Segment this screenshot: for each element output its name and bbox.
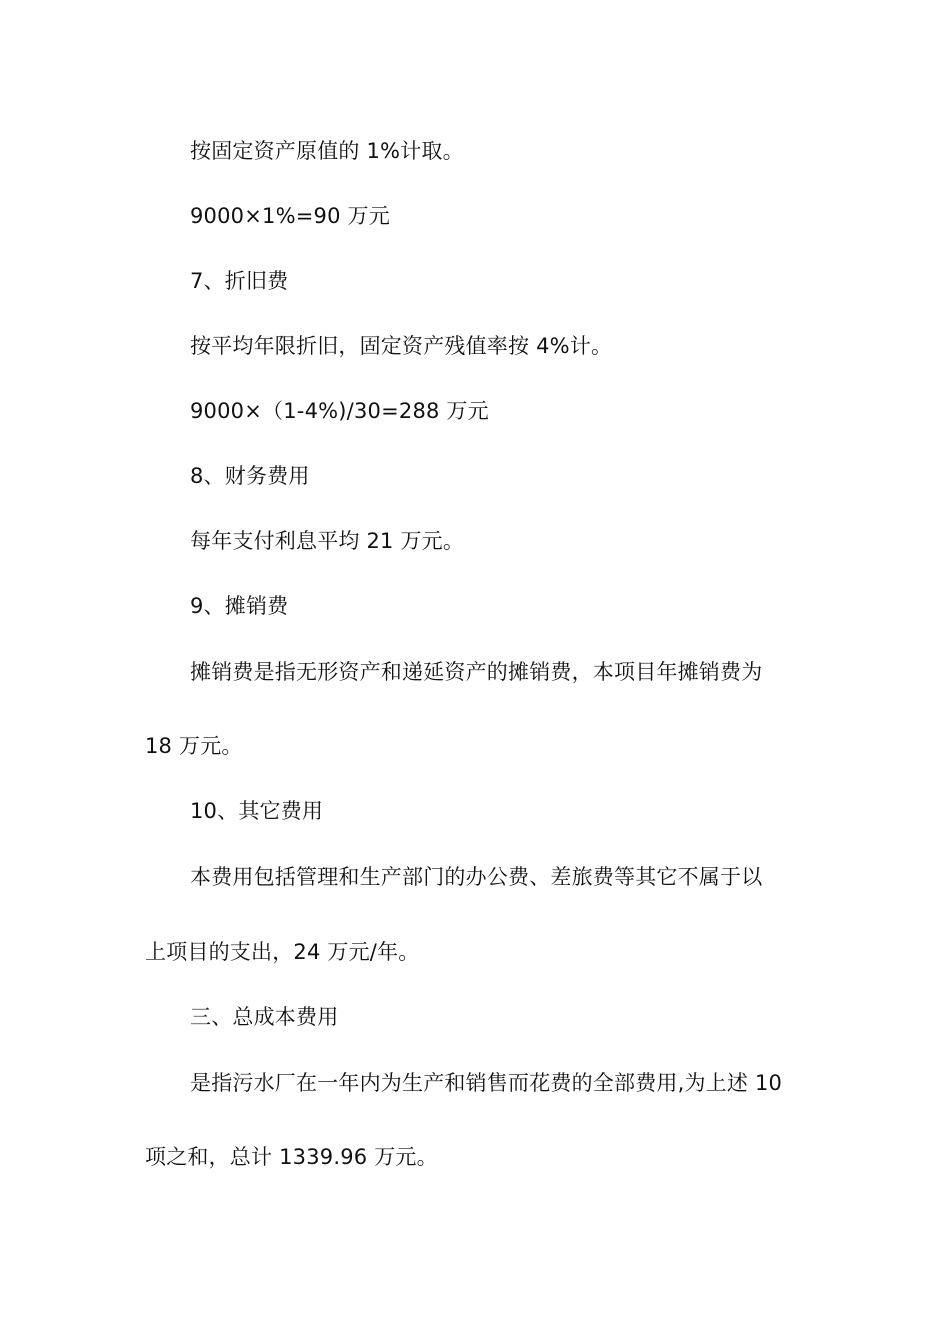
paragraph-total-cost-cont: 项之和，总计 1339.96 万元。 [145,1145,438,1169]
paragraph-other-costs: 本费用包括管理和生产部门的办公费、差旅费等其它不属于以 [190,865,763,889]
paragraph-maintenance-rate: 按固定资产原值的 1%计取。 [190,139,464,163]
formula-maintenance: 9000×1%=90 万元 [190,204,390,228]
paragraph-depreciation-method: 按平均年限折旧，固定资产残值率按 4%计。 [190,334,613,358]
paragraph-interest: 每年支付利息平均 21 万元。 [190,529,465,553]
paragraph-total-cost: 是指污水厂在一年内为生产和销售而花费的全部费用,为上述 10 [190,1071,783,1095]
paragraph-amortization-cont: 18 万元。 [145,734,243,758]
paragraph-other-costs-cont: 上项目的支出，24 万元/年。 [145,940,420,964]
heading-other-costs: 10、其它费用 [190,799,324,823]
paragraph-amortization: 摊销费是指无形资产和递延资产的摊销费，本项目年摊销费为 [190,660,763,684]
heading-total-cost: 三、总成本费用 [190,1005,339,1029]
heading-financial-cost: 8、财务费用 [190,464,310,488]
heading-amortization: 9、摊销费 [190,594,289,618]
heading-depreciation: 7、折旧费 [190,269,289,293]
formula-depreciation: 9000×（1-4%)/30=288 万元 [190,399,489,423]
